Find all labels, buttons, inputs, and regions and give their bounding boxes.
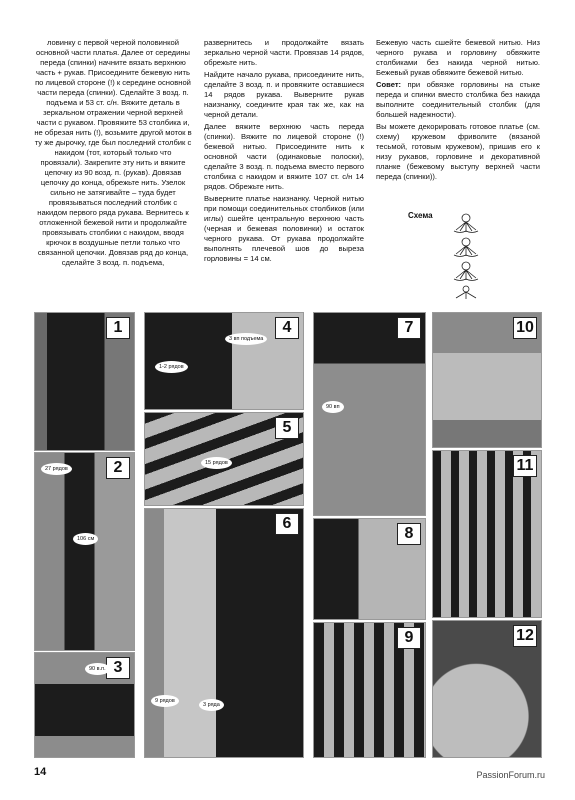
photo-number: 11 <box>513 455 537 477</box>
paragraph: развернитесь и продолжайте вязать зеркально черной части. Провязав 14 рядов, обрежьте нить. <box>204 38 364 67</box>
photo-number: 4 <box>275 317 299 339</box>
photo-step-5 <box>144 412 304 506</box>
photo-step-7 <box>313 312 426 516</box>
photo-step-2 <box>34 452 135 651</box>
text-column-1 <box>34 38 192 270</box>
photo-number: 9 <box>397 627 421 649</box>
photo-number: 3 <box>106 657 130 679</box>
page-number: 14 <box>34 766 47 778</box>
photo-step-1 <box>34 312 135 451</box>
photo-label: 90 в.п. <box>85 663 110 675</box>
paragraph: Совет: при обвязке горловины на стыке переда и спинки вместо столбика без накида выполните соединительный столбик (для большей надежности). <box>376 80 540 119</box>
photo-step-6 <box>144 508 304 758</box>
photo-number: 5 <box>275 417 299 439</box>
photo-number: 6 <box>275 513 299 535</box>
schema-motif <box>454 262 478 281</box>
photo-number: 7 <box>397 317 421 339</box>
photo-number: 12 <box>513 625 537 647</box>
paragraph: Бежевую часть сшейте бежевой нитью. Низ черного рукава и горловину обвяжите столбиками без накида черной нитью. Бежевый рукав обвяжите бежевой нитью. <box>376 38 540 77</box>
text-column-3 <box>376 38 540 184</box>
photo-number: 8 <box>397 523 421 545</box>
lace-schema-diagram <box>448 208 484 300</box>
text-column-2 <box>204 38 364 266</box>
photo-label: 1-2 рядов <box>155 361 188 373</box>
photo-step-11 <box>432 450 542 618</box>
photo-step-4 <box>144 312 304 410</box>
paragraph: Далее вяжите верхнюю часть переда (спинки). Вяжите по лицевой стороне (!) бежевой нитью. Присоедините нить к основной части (одинаковые полоски), сделайте 3 возд. п. подъема вместо первого столбика с накидом и вяжите 107 ст. с/н 14 рядов. Обрежьте нить. <box>204 122 364 191</box>
paragraph: Найдите начало рукава, присоедините нить, сделайте 3 возд. п. и провяжите оставшиеся 14 рядов рукава. Выверните рукав наизнанку, соедините края так же, как на черной детали. <box>204 70 364 119</box>
tip-label: Совет: <box>376 80 402 89</box>
photo-label: 3 ряда <box>199 699 224 711</box>
photo-label: 9 рядов <box>151 695 179 707</box>
photo-label: 15 рядов <box>201 457 232 469</box>
photo-number: 10 <box>513 317 537 339</box>
paragraph: Выверните платье наизнанку. Черной нитью при помощи соединительных столбиков (или иглы) сшейте центральную верхнюю часть (черная и бежевая половинки) и остаток черного рукава. От рукава продолжайте выполнять плечевой шов до выреза горловины = 14 см. <box>204 194 364 263</box>
photo-label: 27 рядов <box>41 463 72 475</box>
photo-label: 90 вп <box>322 401 344 413</box>
photo-step-3 <box>34 652 135 758</box>
paragraph: ловинку с первой черной половинкой основной части платья. Далее от середины переда (спинки) начните вязать верхнюю часть + рукав. Присоедините бежевую нить по лицевой стороне (!) к середине основной части переда (спинки). Сделайте 3 возд. п. подъема и 53 ст. с/н. Вяжите деталь в зеркальном отражении черной верхней части с рукавом. Провяжите 53 столбика и, не обрезая нить (!), возьмите другой моток в ту же дырочку, где был последний столбик с накидом (тот, который только что провязали). Закрепите эту нить и вяжите цепочку из 90 возд. п. (рукав). Довязав цепочку до конца, обрежьте нить. Узелок сильно не затягивайте – туда будет провязываться последний столбик с накидом первого ряда рукава. Вернитесь к отложенной бежевой нити и продолжайте провязывать столбики с накидом, вводя крючок в воздушные петли только что связанной цепочки. Довязав ряд до конца, сделайте 3 возд. п. подъема, <box>34 38 192 267</box>
photo-label: 3 вп подъема <box>225 333 267 345</box>
schema-motif <box>454 214 478 233</box>
schema-motif <box>456 286 476 299</box>
photo-step-9 <box>313 622 426 758</box>
site-watermark: PassionForum.ru <box>476 770 545 780</box>
photo-number: 2 <box>106 457 130 479</box>
schema-motif <box>454 238 478 257</box>
photo-step-8 <box>313 518 426 620</box>
photo-label: 106 см <box>73 533 98 545</box>
photo-step-10 <box>432 312 542 448</box>
photo-number: 1 <box>106 317 130 339</box>
paragraph: Вы можете декорировать готовое платье (см. схему) кружевом фриволите (вязаной тесьмой, готовым кружевом), пришив его к низу рукавов, горловине и декоративной планке (бежевому выступу верхней части переда (спинки)). <box>376 122 540 181</box>
photo-step-12 <box>432 620 542 758</box>
schema-title: Схема <box>408 211 433 220</box>
